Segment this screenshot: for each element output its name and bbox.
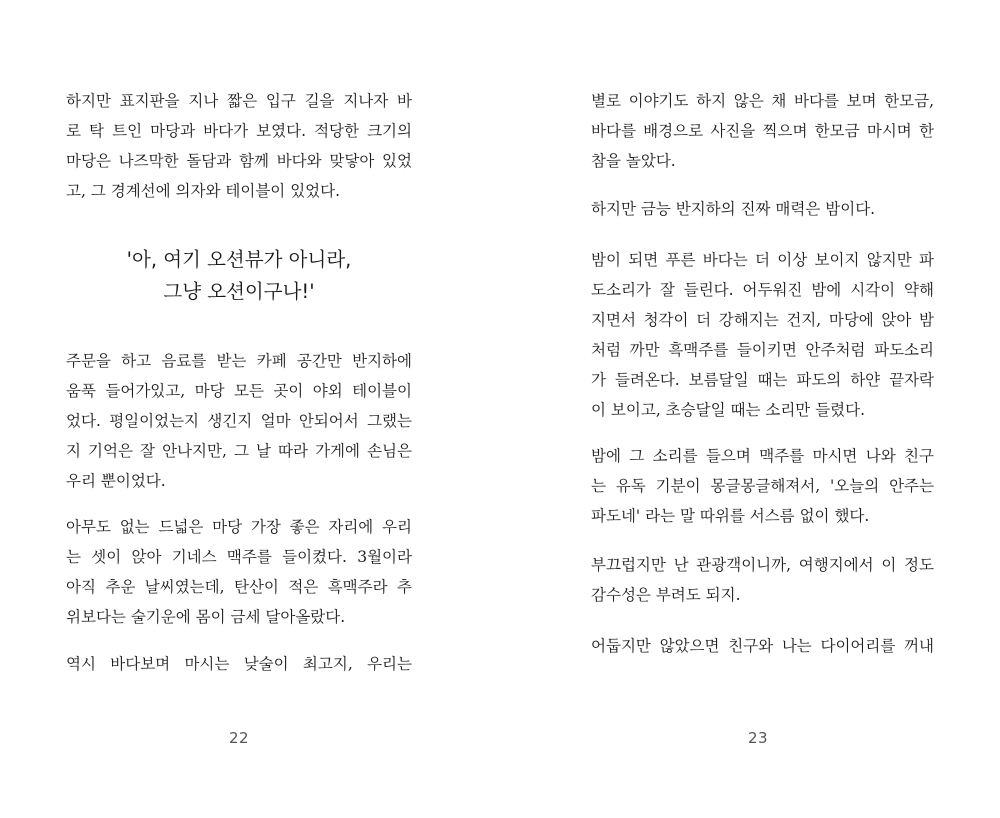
paragraph: [591, 441, 934, 531]
text-line: 아직 추운 날씨였는데, 탄산이 적은 흑맥주라 추: [66, 578, 412, 596]
text-line: 는 유독 기분이 몽글몽글해져서, '오늘의 안주는: [591, 477, 934, 495]
text-line: 고, 그 경계선에 의자와 테이블이 있었다.: [66, 182, 341, 200]
text-line: 역시 바다보며 마시는 낮술이 최고지, 우리는: [66, 655, 412, 673]
paragraph: [591, 631, 934, 661]
pull-quote: [66, 244, 412, 308]
text-line: 감수성은 부려도 되지.: [591, 586, 741, 604]
text-line: 어둡지만 않았으면 친구와 나는 다이어리를 꺼내: [591, 637, 934, 655]
text-line: 는 셋이 앉아 기네스 맥주를 들이켰다. 3월이라: [66, 548, 412, 566]
pull-quote-line: '아, 여기 오션뷰가 아니라,: [126, 248, 352, 271]
text-line: 밤이 되면 푸른 바다는 더 이상 보이지 않지만 파: [591, 251, 934, 269]
paragraph: [66, 512, 412, 632]
text-line: 별로 이야기도 하지 않은 채 바다를 보며 한모금,: [591, 92, 934, 110]
text-line: 아무도 없는 드넓은 마당 가장 좋은 자리에 우리: [66, 518, 412, 536]
text-line: 위보다는 술기운에 몸이 금세 달아올랐다.: [66, 608, 346, 626]
text-line: 도소리가 잘 들린다. 어두워진 밤에 시각이 약해: [591, 281, 934, 299]
text-line: 우리 뿐이었다.: [66, 472, 166, 490]
text-line: 하지만 금능 반지하의 진짜 매력은 밤이다.: [591, 200, 876, 218]
text-line: 로 탁 트인 마당과 바다가 보였다. 적당한 크기의: [66, 122, 412, 140]
text-line: 지면서 청각이 더 강해지는 건지, 마당에 앉아 밤: [591, 311, 934, 329]
text-line: 가 들려온다. 보름달일 때는 파도의 하얀 끝자락: [591, 371, 934, 389]
text-line: 지 기억은 잘 안나지만, 그 날 따라 가게에 손님은: [66, 442, 412, 460]
text-line: 움푹 들어가있고, 마당 모든 곳이 야외 테이블이: [66, 382, 412, 400]
text-line: 부끄럽지만 난 관광객이니까, 여행지에서 이 정도: [591, 556, 934, 574]
text-line: 었다. 평일이었는지 생긴지 얼마 안되어서 그랬는: [66, 412, 412, 430]
paragraph: [591, 245, 934, 425]
right-page: [500, 0, 1000, 818]
paragraph: [66, 649, 412, 679]
text-line: 하지만 표지판을 지나 짧은 입구 길을 지나자 바: [66, 92, 412, 110]
text-line: 마당은 나즈막한 돌담과 함께 바다와 맞닿아 있었: [66, 152, 412, 170]
text-line: 바다를 배경으로 사진을 찍으며 한모금 마시며 한: [591, 122, 934, 140]
text-line: 처럼 까만 흑맥주를 들이키면 안주처럼 파도소리: [591, 341, 934, 359]
text-line: 파도네' 라는 말 따위를 서스름 없이 했다.: [591, 507, 870, 525]
paragraph: [591, 86, 934, 176]
paragraph: [66, 86, 412, 206]
page-number: 23: [748, 729, 769, 747]
text-line: 주문을 하고 음료를 받는 카페 공간만 반지하에: [66, 352, 412, 370]
paragraph: [591, 194, 934, 224]
paragraph: [66, 346, 412, 496]
text-line: 밤에 그 소리를 들으며 맥주를 마시면 나와 친구: [591, 447, 934, 465]
text-line: 참을 놀았다.: [591, 152, 676, 170]
page-number: 22: [229, 729, 250, 747]
paragraph: [591, 550, 934, 610]
pull-quote-line: 그냥 오션이구나!': [163, 280, 315, 303]
text-line: 이 보이고, 초승달일 때는 소리만 들렸다.: [591, 401, 866, 419]
